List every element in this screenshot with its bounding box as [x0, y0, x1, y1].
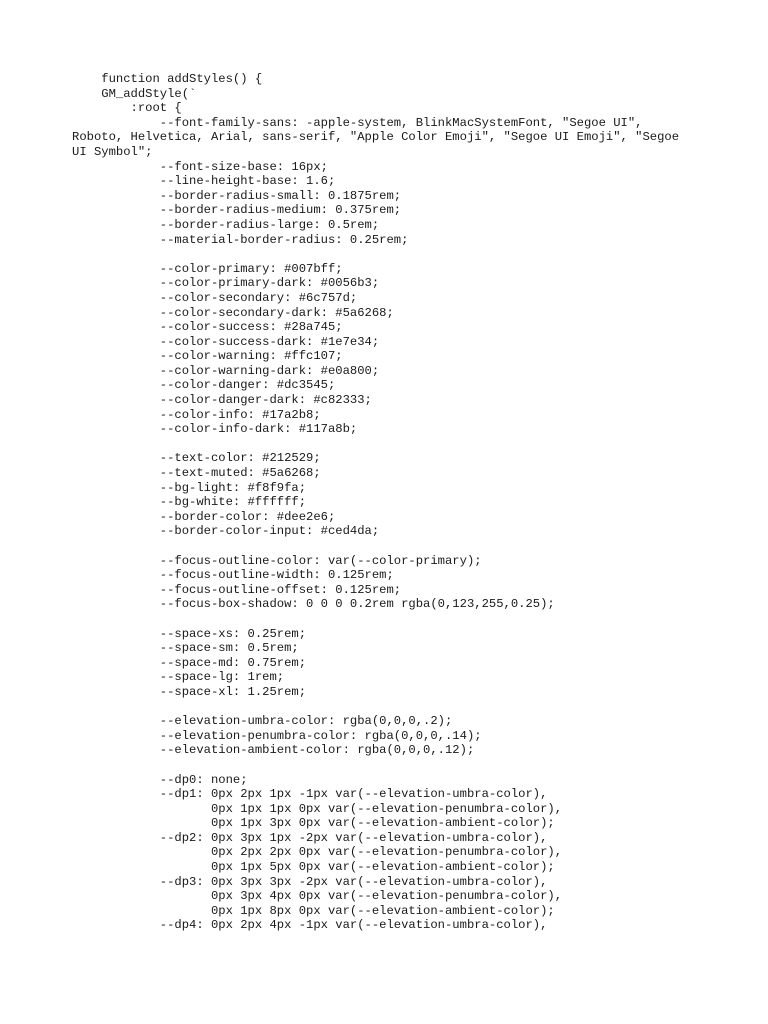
code-line: --color-success-dark: #1e7e34;	[72, 334, 380, 349]
code-line: --color-warning: #ffc107;	[72, 349, 343, 364]
code-line: --text-color: #212529;	[72, 451, 321, 466]
code-line: --color-secondary: #6c757d;	[72, 290, 358, 305]
code-line: --font-family-sans: -apple-system, BlinkMacSystemFont, "Segoe UI",	[72, 115, 643, 130]
code-line: :root {	[72, 101, 182, 116]
code-line: --dp2: 0px 3px 1px -2px var(--elevation-umbra-color),	[72, 830, 548, 845]
code-line: --focus-outline-width: 0.125rem;	[72, 568, 394, 583]
code-line: --color-info-dark: #117a8b;	[72, 422, 358, 437]
code-line: --dp4: 0px 2px 4px -1px var(--elevation-umbra-color),	[72, 918, 548, 933]
code-line	[72, 758, 712, 773]
code-line: --color-secondary-dark: #5a6268;	[72, 305, 394, 320]
code-line: --bg-light: #f8f9fa;	[72, 480, 307, 495]
code-line: GM_addStyle(`	[72, 86, 197, 101]
code-line: --border-radius-medium: 0.375rem;	[72, 203, 402, 218]
code-line: --font-size-base: 16px;	[72, 159, 328, 174]
code-line: --color-info: #17a2b8;	[72, 407, 321, 422]
code-line: --space-lg: 1rem;	[72, 670, 285, 685]
code-line: --elevation-ambient-color: rgba(0,0,0,.12);	[72, 743, 475, 758]
code-line: 0px 1px 5px 0px var(--elevation-ambient-color);	[72, 860, 555, 875]
code-line	[72, 612, 712, 627]
code-line: --space-sm: 0.5rem;	[72, 641, 299, 656]
code-line: --bg-white: #ffffff;	[72, 495, 307, 510]
code-line: --color-danger: #dc3545;	[72, 378, 336, 393]
code-line	[72, 437, 712, 452]
code-line: UI Symbol";	[72, 144, 153, 159]
code-line: Roboto, Helvetica, Arial, sans-serif, "Apple Color Emoji", "Segoe UI Emoji", "Segoe	[72, 130, 680, 145]
code-line: --elevation-umbra-color: rgba(0,0,0,.2);	[72, 714, 453, 729]
code-line: --color-success: #28a745;	[72, 320, 343, 335]
code-line: --space-xs: 0.25rem;	[72, 626, 307, 641]
code-line: 0px 1px 1px 0px var(--elevation-penumbra-color),	[72, 801, 563, 816]
code-line: --border-radius-large: 0.5rem;	[72, 217, 380, 232]
code-line: --text-muted: #5a6268;	[72, 466, 321, 481]
code-line: --dp0: none;	[72, 772, 248, 787]
code-line: 0px 1px 3px 0px var(--elevation-ambient-color);	[72, 816, 555, 831]
code-line: --border-color-input: #ced4da;	[72, 524, 380, 539]
code-line: --dp1: 0px 2px 1px -1px var(--elevation-umbra-color),	[72, 787, 548, 802]
code-line: --color-warning-dark: #e0a800;	[72, 363, 380, 378]
code-line	[72, 700, 712, 715]
code-line: --material-border-radius: 0.25rem;	[72, 232, 409, 247]
code-line: 0px 1px 8px 0px var(--elevation-ambient-color);	[72, 903, 555, 918]
code-line: --border-color: #dee2e6;	[72, 509, 336, 524]
code-line: 0px 2px 2px 0px var(--elevation-penumbra-color),	[72, 845, 563, 860]
code-line: --elevation-penumbra-color: rgba(0,0,0,.14);	[72, 728, 482, 743]
code-line: --color-danger-dark: #c82333;	[72, 393, 372, 408]
code-line	[72, 247, 712, 262]
code-line	[72, 539, 712, 554]
code-line: --dp3: 0px 3px 3px -2px var(--elevation-umbra-color),	[72, 874, 548, 889]
code-line: --focus-outline-offset: 0.125rem;	[72, 582, 402, 597]
code-line: --focus-outline-color: var(--color-primary);	[72, 553, 482, 568]
code-listing	[72, 72, 712, 933]
code-line: 0px 3px 4px 0px var(--elevation-penumbra-color),	[72, 889, 563, 904]
code-line: --border-radius-small: 0.1875rem;	[72, 188, 402, 203]
code-line: --focus-box-shadow: 0 0 0 0.2rem rgba(0,123,255,0.25);	[72, 597, 555, 612]
code-line: --space-xl: 1.25rem;	[72, 684, 307, 699]
code-line: --color-primary: #007bff;	[72, 261, 343, 276]
code-line: function addStyles() {	[72, 72, 263, 86]
code-line: --color-primary-dark: #0056b3;	[72, 276, 380, 291]
code-line: --line-height-base: 1.6;	[72, 174, 336, 189]
code-line: --space-md: 0.75rem;	[72, 655, 307, 670]
